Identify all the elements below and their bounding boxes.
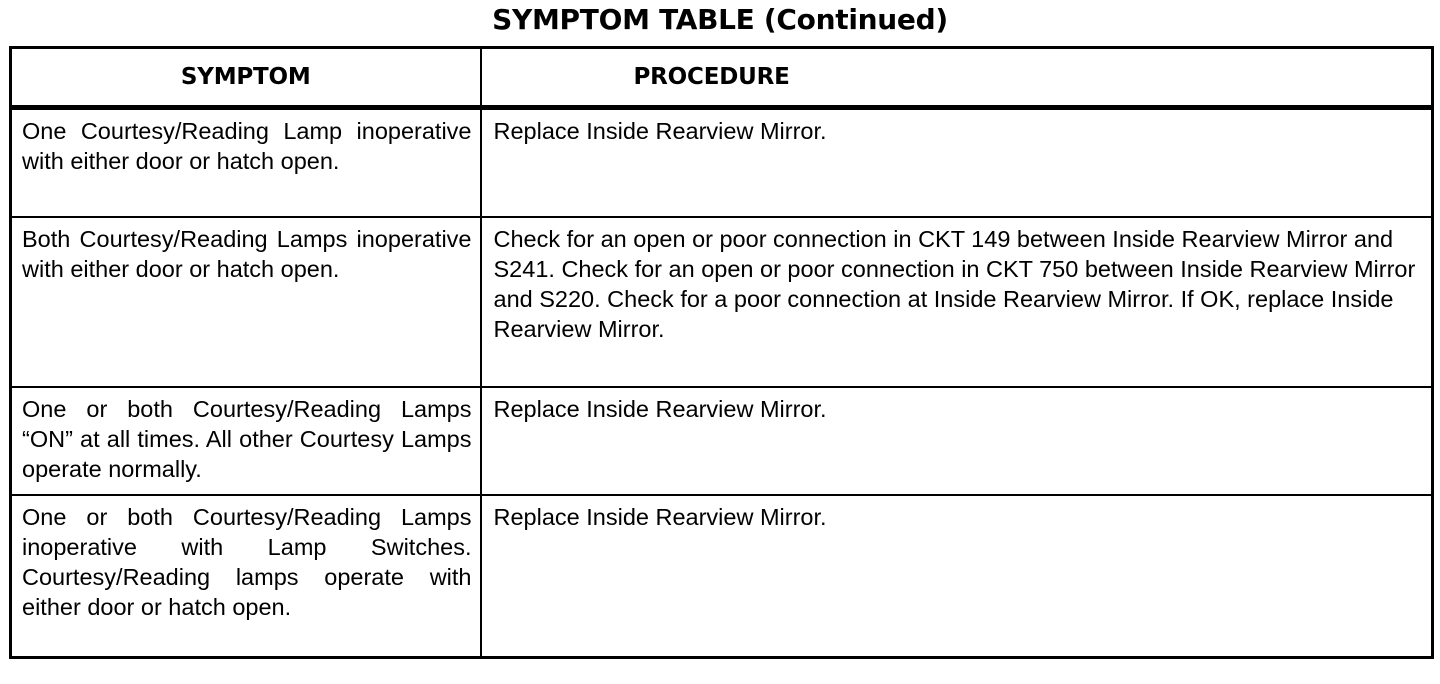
- procedure-cell: Replace Inside Rearview Mirror.: [481, 387, 1433, 495]
- column-header-procedure: PROCEDURE: [481, 48, 1433, 108]
- symptom-cell: One or both Courtesy/Reading Lamps “ON” at all times. All other Courtesy Lamps operate normally.: [11, 387, 481, 495]
- table-row: [11, 217, 1433, 387]
- symptom-table: [9, 46, 1434, 659]
- procedure-cell: Replace Inside Rearview Mirror.: [481, 495, 1433, 658]
- procedure-cell: Replace Inside Rearview Mirror.: [481, 108, 1433, 218]
- table-header-row: [11, 48, 1433, 108]
- page-title: SYMPTOM TABLE (Continued): [492, 3, 948, 36]
- symptom-cell: Both Courtesy/Reading Lamps inoperative with either door or hatch open.: [11, 217, 481, 387]
- symptom-cell: One or both Courtesy/Reading Lamps inoperative with Lamp Switches. Courtesy/Reading lamps operate with either door or hatch open.: [11, 495, 481, 658]
- symptom-cell: One Courtesy/Reading Lamp inoperative with either door or hatch open.: [11, 108, 481, 218]
- table-row: [11, 495, 1433, 658]
- procedure-cell: Check for an open or poor connection in CKT 149 between Inside Rearview Mirror and S241. Check for an open or poor connection in CKT 750 between Inside Rearview Mirror and S220. Check for a poor connection at Inside Rearview Mirror. If OK, replace Inside Rearview Mirror.: [481, 217, 1433, 387]
- column-header-symptom: SYMPTOM: [11, 48, 481, 108]
- table-row: [11, 108, 1433, 218]
- table-row: [11, 387, 1433, 495]
